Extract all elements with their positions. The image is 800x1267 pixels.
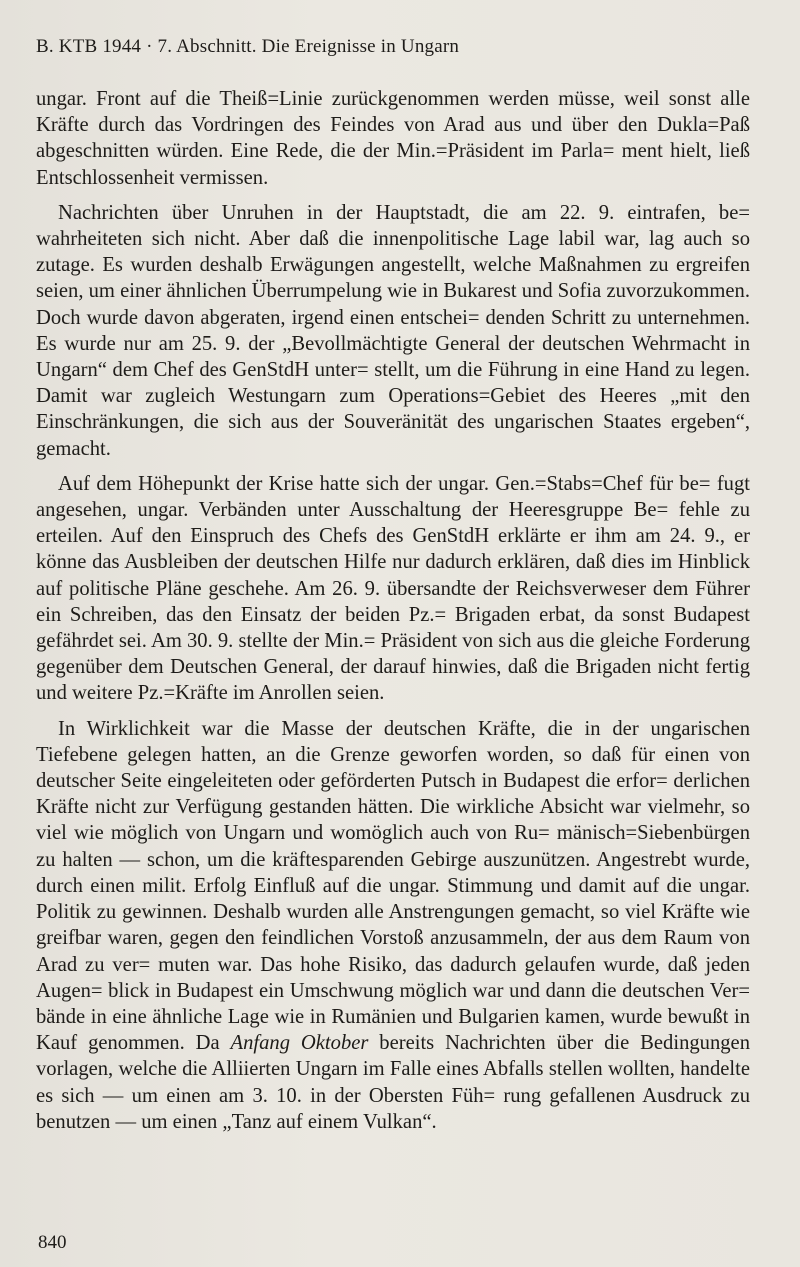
main-text — [36, 86, 750, 1144]
paragraph-3: Auf dem Höhepunkt der Krise hatte sich der ungar. Gen.=Stabs=Chef für be= fugt angesehen, ungar. Verbänden unter Ausschaltung der Heeresgruppe Be= fehle zu erteilen. Auf den Einspruch des Chefs des GenStdH erklärte er ihm am 24. 9., er könne das Ausbleiben der deutschen Hilfe nur dadurch erklären, daß dies im Hinblick auf politische Pläne geschehe. Am 26. 9. übersandte der Reichsverweser dem Führer ein Schreiben, das den Einsatz der beiden Pz.= Brigaden erbat, da sonst Budapest gefährdet sei. Am 30. 9. stellte der Min.= Präsident von sich aus die gleiche Forderung gegenüber dem Deutschen General, der darauf hinwies, daß die Brigaden nicht fertig und weitere Pz.=Kräfte im Anrollen seien. — [36, 472, 750, 705]
paragraph-1: ungar. Front auf die Theiß=Linie zurückgenommen werden müsse, weil sonst alle Kräfte durch das Vordringen des Feindes von Arad aus und über den Dukla=Paß abgeschnitten würden. Eine Rede, die der Min.=Präsident im Parla= ment hielt, ließ Entschlossenheit vermissen. — [36, 88, 750, 189]
running-header: B. KTB 1944 · 7. Abschnitt. Die Ereignisse in Ungarn — [36, 36, 460, 57]
paragraph-2: Nachrichten über Unruhen in der Hauptstadt, die am 22. 9. eintrafen, be= wahrheiteten sich nicht. Aber daß die innenpolitische Lage labil war, lag auch so zutage. Es wurden deshalb Erwägungen angestellt, welche Maßnahmen zu ergreifen seien, um einer ähnlichen Überrumpelung wie in Bukarest und Sofia zuvorzukommen. Doch wurde davon abgeraten, irgend einen entschei= denden Schritt zu unternehmen. Es wurde nur am 25. 9. der „Bevollmächtigte General der deutschen Wehrmacht in Ungarn“ dem Chef des GenStdH unter= stellt, um die Führung in eine Hand zu legen. Damit war zugleich Westungarn zum Operations=Gebiet des Heeres „mit den Einschränkungen, die sich aus der Souveränität des ungarischen Staates ergeben“, gemacht. — [36, 201, 750, 460]
paragraph-4-part-2: bereits Nachrichten über die Bedingungen vorlagen, welche die Alliierten Ungarn im Falle eines Abfalls stellen wollten, handelte es sich — um einen am 3. 10. in der Obersten Füh= rung gefallenen Ausdruck zu benutzen — um einen „Tanz auf einem Vulkan“. — [36, 1032, 750, 1133]
paragraph-4-emphasis: Anfang Oktober — [230, 1032, 369, 1055]
page-number: 840 — [38, 1232, 67, 1253]
paragraph-4-part-1: In Wirklichkeit war die Masse der deutschen Kräfte, die in der ungarischen Tiefebene gelegen hatten, an die Grenze geworfen worden, so daß für einen von deutscher Seite eingeleiteten oder geförderten Putsch in Budapest die erfor= derlichen Kräfte nicht zur Verfügung gestanden hätten. Die wirkliche Absicht war vielmehr, so viel wie möglich von Ungarn und womöglich auch von Ru= mänisch=Siebenbürgen zu halten — schon, um die kräftesparenden Gebirge auszunützen. Angestrebt wurde, durch einen milit. Erfolg Einfluß auf die ungar. Stimmung und damit auf die ungar. Politik zu gewinnen. Deshalb wurden alle Anstrengungen gemacht, so viel Kräfte wie greifbar waren, gegen den feindlichen Vorstoß anzusammeln, der aus dem Raum von Arad zu ver= muten war. Das hohe Risiko, das dadurch gelaufen wurde, daß jeden Augen= blick in Budapest ein Umschwung möglich war und dann die deutschen Ver= bände in eine ähnliche Lage wie in Rumänien und Bulgarien kamen, wurde bewußt in Kauf genommen. Da — [36, 717, 750, 1055]
paragraph-4 — [36, 716, 750, 1135]
